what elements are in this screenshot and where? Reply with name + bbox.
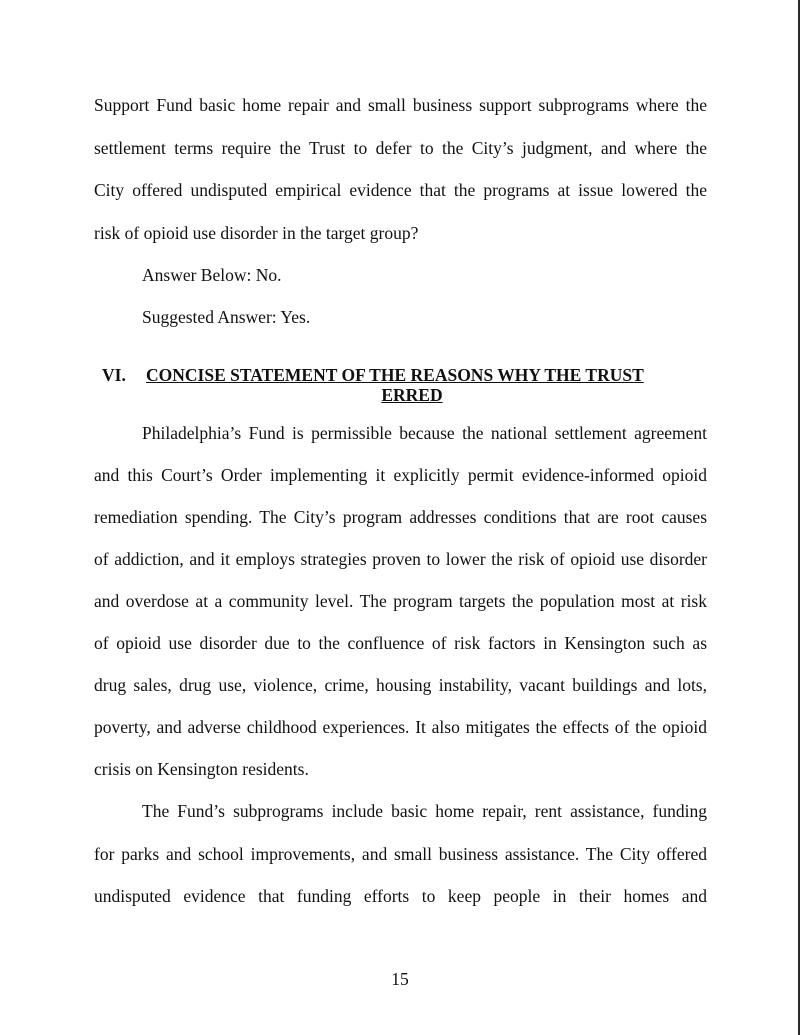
page-number: 15	[391, 969, 409, 989]
text-line: Support Fund basic home repair and small business support subprograms where the	[94, 95, 707, 115]
text-line: crisis on Kensington residents.	[94, 759, 309, 779]
section-title-line-2: ERRED	[381, 385, 443, 405]
text-line: settlement terms require the Trust to defer to the City’s judgment, and where the	[94, 138, 707, 158]
text-line: undisputed evidence that funding efforts to keep people in their homes and	[94, 886, 707, 906]
text-line: and overdose at a community level. The program targets the population most at risk	[94, 591, 707, 611]
text-line: and this Court’s Order implementing it explicitly permit evidence-informed opioid	[94, 465, 707, 485]
answer-below: Answer Below: No.	[142, 265, 282, 285]
text-line: Philadelphia’s Fund is permissible because the national settlement agreement	[142, 423, 707, 443]
suggested-answer: Suggested Answer: Yes.	[142, 307, 311, 327]
section-title-line-1: CONCISE STATEMENT OF THE REASONS WHY THE TRUST	[146, 365, 644, 385]
text-line: The Fund’s subprograms include basic home repair, rent assistance, funding	[142, 801, 707, 821]
text-line: of addiction, and it employs strategies proven to lower the risk of opioid use disorder	[94, 549, 707, 569]
text-line: risk of opioid use disorder in the target group?	[94, 223, 419, 243]
text-line: for parks and school improvements, and small business assistance. The City offered	[94, 844, 707, 864]
text-line: poverty, and adverse childhood experiences. It also mitigates the effects of the opioid	[94, 717, 707, 737]
text-line: drug sales, drug use, violence, crime, housing instability, vacant buildings and lots,	[94, 675, 707, 695]
text-line: of opioid use disorder due to the confluence of risk factors in Kensington such as	[94, 633, 707, 653]
text-line: remediation spending. The City’s program addresses conditions that are root causes	[94, 507, 707, 527]
section-number: VI.	[102, 365, 126, 385]
text-line: City offered undisputed empirical evidence that the programs at issue lowered the	[94, 180, 707, 200]
